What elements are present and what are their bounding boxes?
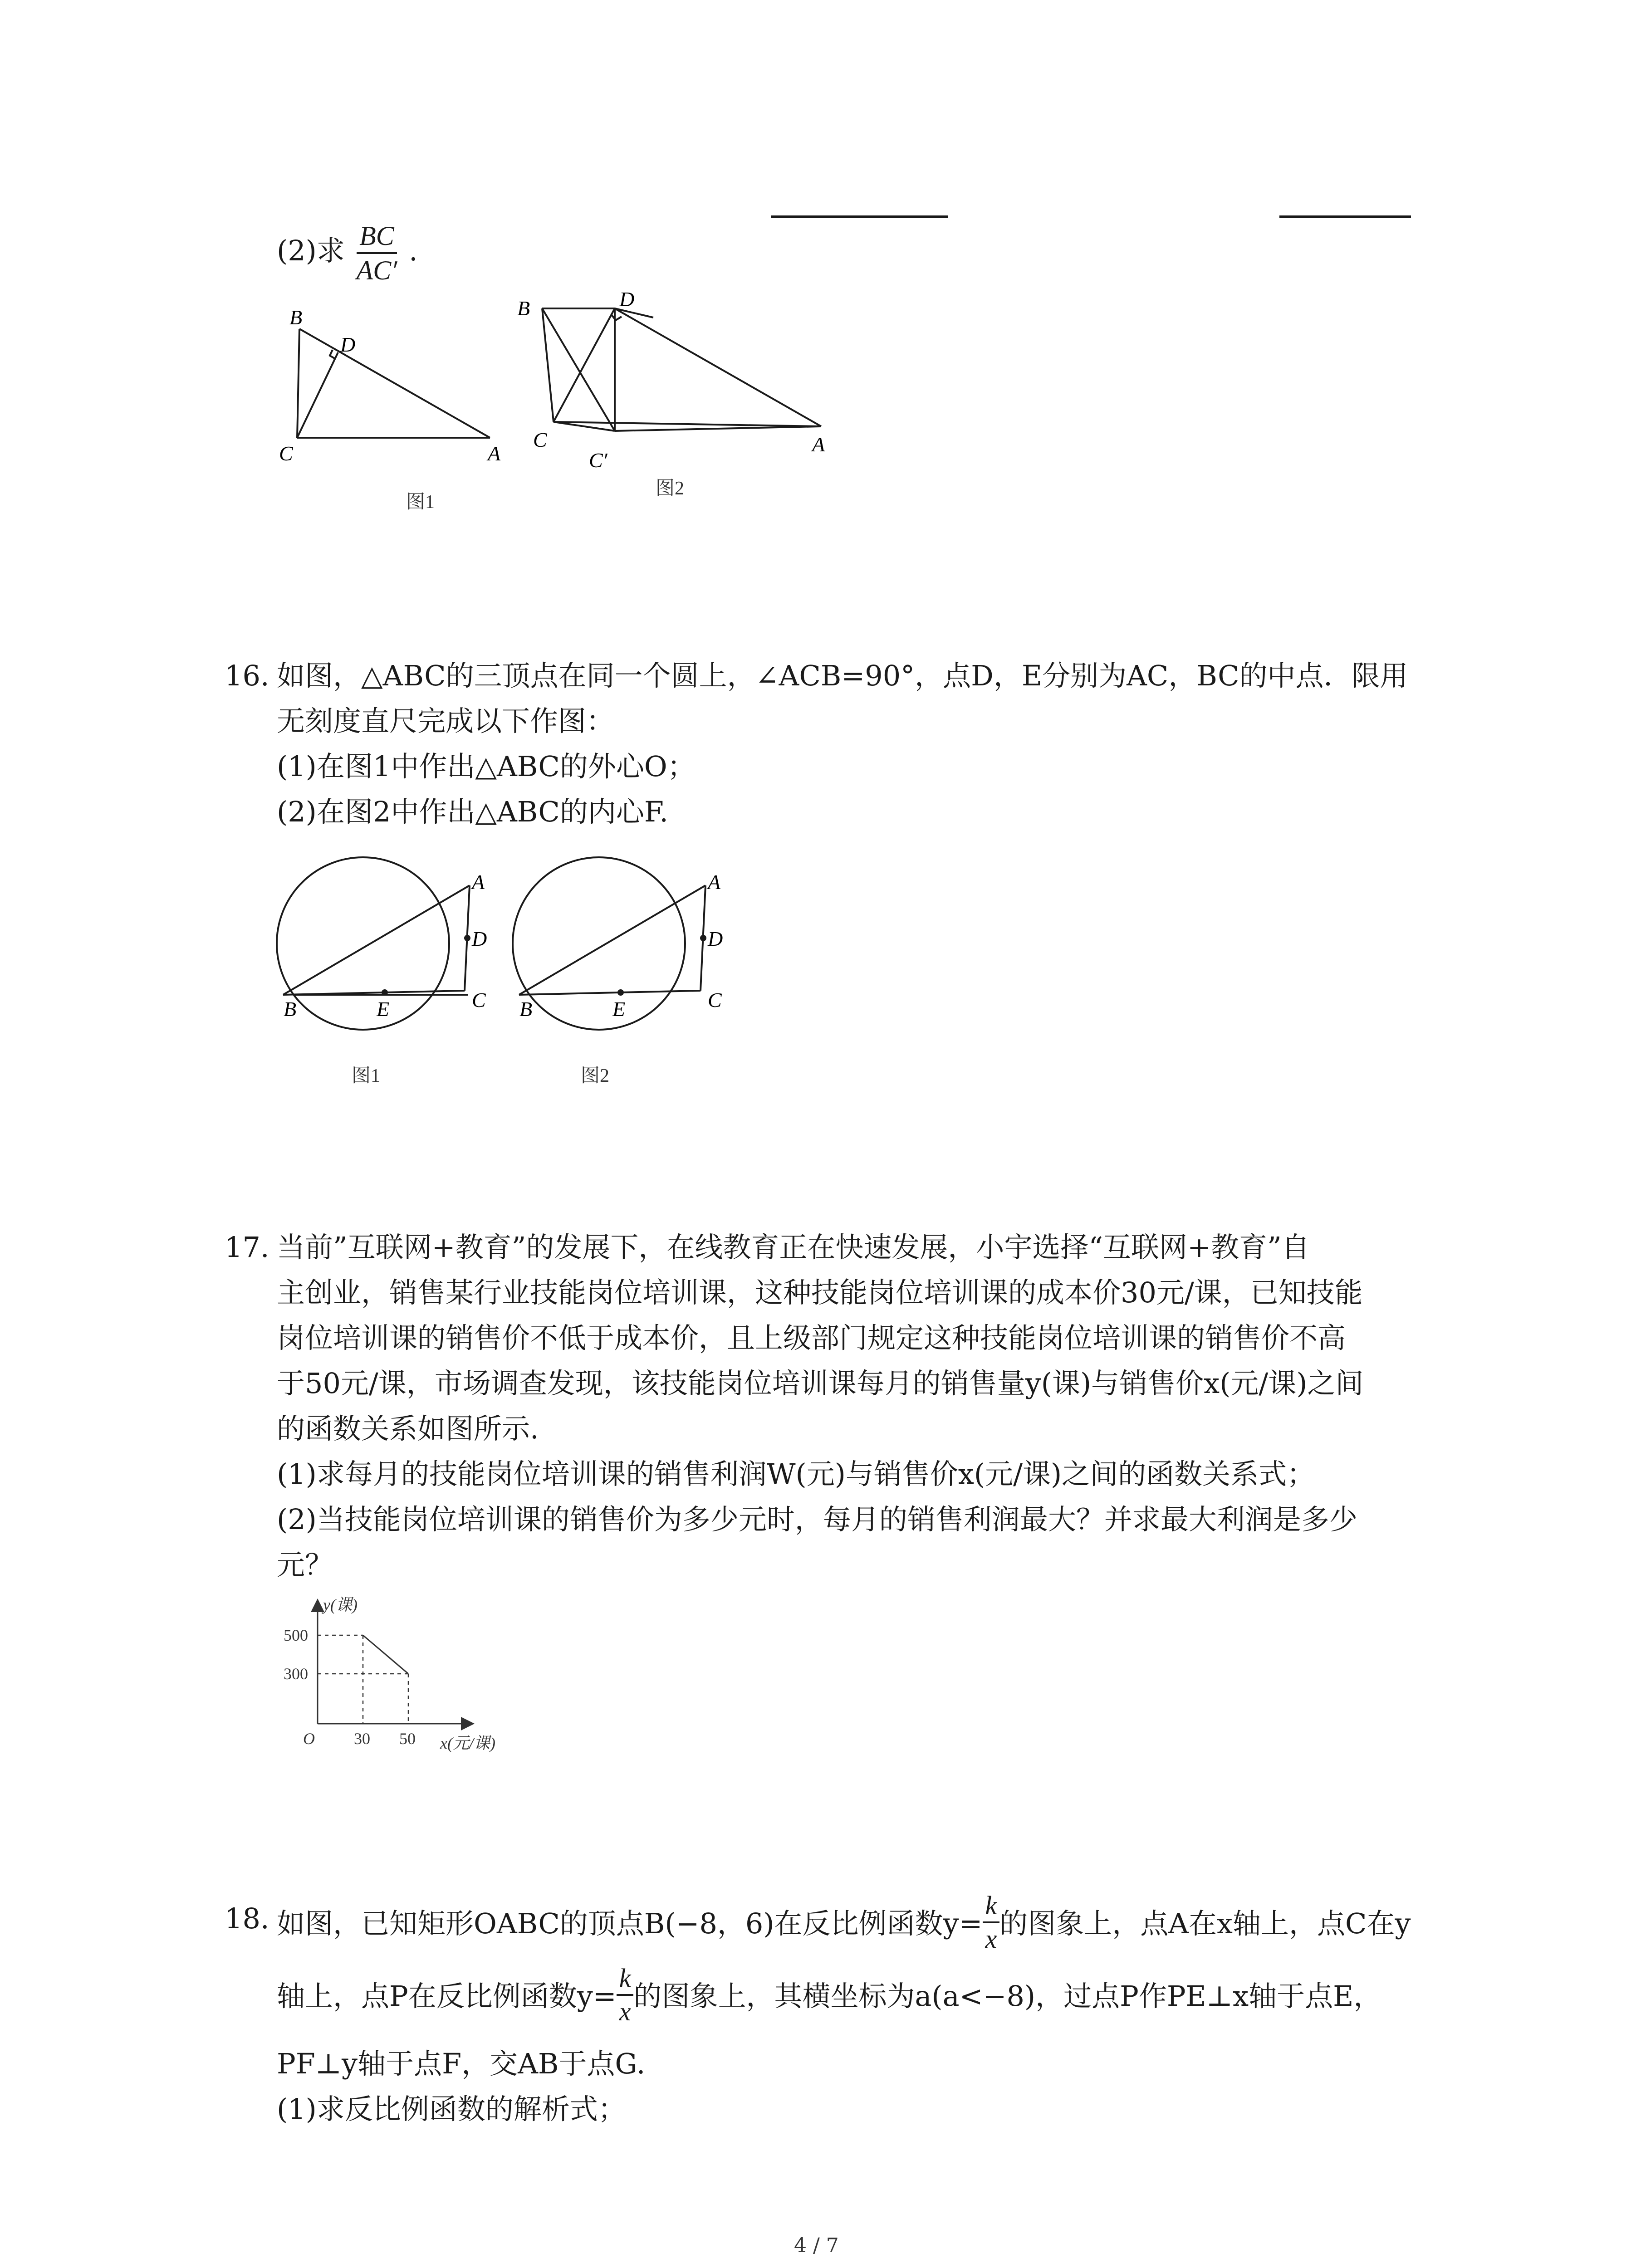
- fig1-label-a: A: [488, 442, 501, 465]
- q18-line3: PF⊥y轴于点F，交AB于点G.: [277, 2047, 646, 2080]
- q16-fig2-label-d: D: [708, 927, 723, 950]
- q17-graph-ytick-500: 500: [284, 1626, 308, 1644]
- fig1-label-b: B: [289, 306, 303, 329]
- answer-blank-2: [1279, 215, 1411, 218]
- q16-line1: 如图，△ABC的三顶点在同一个圆上，∠ACB=90°，点D，E分别为AC，BC的中点．限用: [277, 659, 1408, 692]
- q17-part1: (1)求每月的技能岗位培训课的销售利润W(元)与销售价x(元/课)之间的函数关系式；: [277, 1457, 1315, 1491]
- q16-fig2-label-e: E: [612, 997, 626, 1021]
- q16-part1: (1)在图1中作出△ABC的外心O；: [277, 750, 696, 783]
- q15-figure-2: [504, 281, 867, 517]
- q17-part2b: 元？: [277, 1548, 333, 1581]
- page-number: 4 / 7: [794, 2234, 839, 2257]
- q17-graph-xtick-50: 50: [399, 1730, 416, 1748]
- q18-number: 18.: [225, 1902, 269, 1935]
- q18-line2-fraction: $\frac{k}{x}$: [617, 1965, 634, 2025]
- fig2-caption: 图2: [656, 478, 685, 499]
- q18-line2-b: 的图象上，其横坐标为a(a<−8)，过点P作PE⊥x轴于点E，: [633, 1980, 1382, 2013]
- q17-graph-ylabel: y(课): [323, 1596, 358, 1614]
- q15-fraction: $\frac{BC}{AC'}$: [356, 221, 397, 285]
- q18-line2-a: 轴上，点P在反比例函数y=: [277, 1980, 617, 2013]
- q17-line2: 主创业，销售某行业技能岗位培训课，这种技能岗位培训课的成本价30元/课，已知技能: [277, 1276, 1363, 1309]
- fig2-label-a: A: [812, 433, 825, 456]
- q16-fig2-label-b: B: [519, 997, 533, 1021]
- q17-graph-xlabel: x(元/课): [440, 1734, 495, 1752]
- fig2-label-c-prime: C′: [589, 449, 607, 472]
- q16-part2: (2)在图2中作出△ABC的内心F.: [277, 795, 668, 828]
- q16-fig1-label-a: A: [472, 870, 485, 894]
- q16-line2: 无刻度直尺完成以下作图：: [277, 704, 615, 738]
- q16-fig2-label-a: A: [708, 870, 721, 894]
- q18-line1: [277, 1891, 1411, 1956]
- q16-caption-1: 图1: [352, 1066, 381, 1086]
- fig2-label-c: C: [533, 428, 547, 451]
- q15-part2: (2)求 $\frac{BC}{AC'}$ .: [277, 221, 418, 285]
- q16-figures: [272, 853, 780, 1107]
- q16-fig1-label-c: C: [472, 988, 486, 1012]
- q17-graph-ytick-300: 300: [284, 1665, 308, 1683]
- q16-fig2-label-c: C: [708, 988, 722, 1012]
- fig2-label-b: B: [517, 297, 530, 320]
- q17-line4: 于50元/课，市场调查发现，该技能岗位培训课每月的销售量y(课)与销售价x(元/课)之间: [277, 1367, 1364, 1400]
- q17-number: 17.: [225, 1231, 269, 1264]
- q18-line2: [277, 1963, 1382, 2028]
- q17-graph-xtick-30: 30: [354, 1730, 370, 1748]
- q16-number: 16.: [225, 659, 269, 692]
- q16-fig1-label-b: B: [284, 997, 297, 1021]
- q17-line3: 岗位培训课的销售价不低于成本价，且上级部门规定这种技能岗位培训课的销售价不高: [277, 1321, 1346, 1354]
- q16-caption-2: 图2: [581, 1066, 610, 1086]
- q16-fig1-label-d: D: [472, 927, 487, 950]
- q17-line5: 的函数关系如图所示.: [277, 1412, 539, 1445]
- fig2-label-d: D: [619, 288, 635, 311]
- q17-graph-origin: O: [303, 1730, 315, 1748]
- fig1-label-c: C: [279, 442, 293, 465]
- answer-blank-1: [771, 215, 948, 218]
- q18-line1-b: 的图象上，点A在x轴上，点C在y: [999, 1907, 1411, 1941]
- q17-part2: (2)当技能岗位培训课的销售价为多少元时，每月的销售利润最大？并求最大利润是多少: [277, 1503, 1357, 1536]
- q15-figure-1: [268, 299, 540, 526]
- fig1-caption: 图1: [406, 492, 435, 513]
- fig1-label-d: D: [340, 333, 356, 356]
- q16-fig1-label-e: E: [377, 997, 390, 1021]
- q17-line1: 当前”互联网+教育”的发展下，在线教育正在快速发展，小宇选择“互联网+教育”自: [277, 1231, 1310, 1264]
- q18-part1: (1)求反比例函数的解析式；: [277, 2092, 626, 2126]
- q18-line1-fraction: $\frac{k}{x}$: [983, 1892, 1000, 1952]
- q18-line1-a: 如图，已知矩形OABC的顶点B(−8，6)在反比例函数y=: [277, 1907, 983, 1941]
- q17-graph: [272, 1588, 544, 1778]
